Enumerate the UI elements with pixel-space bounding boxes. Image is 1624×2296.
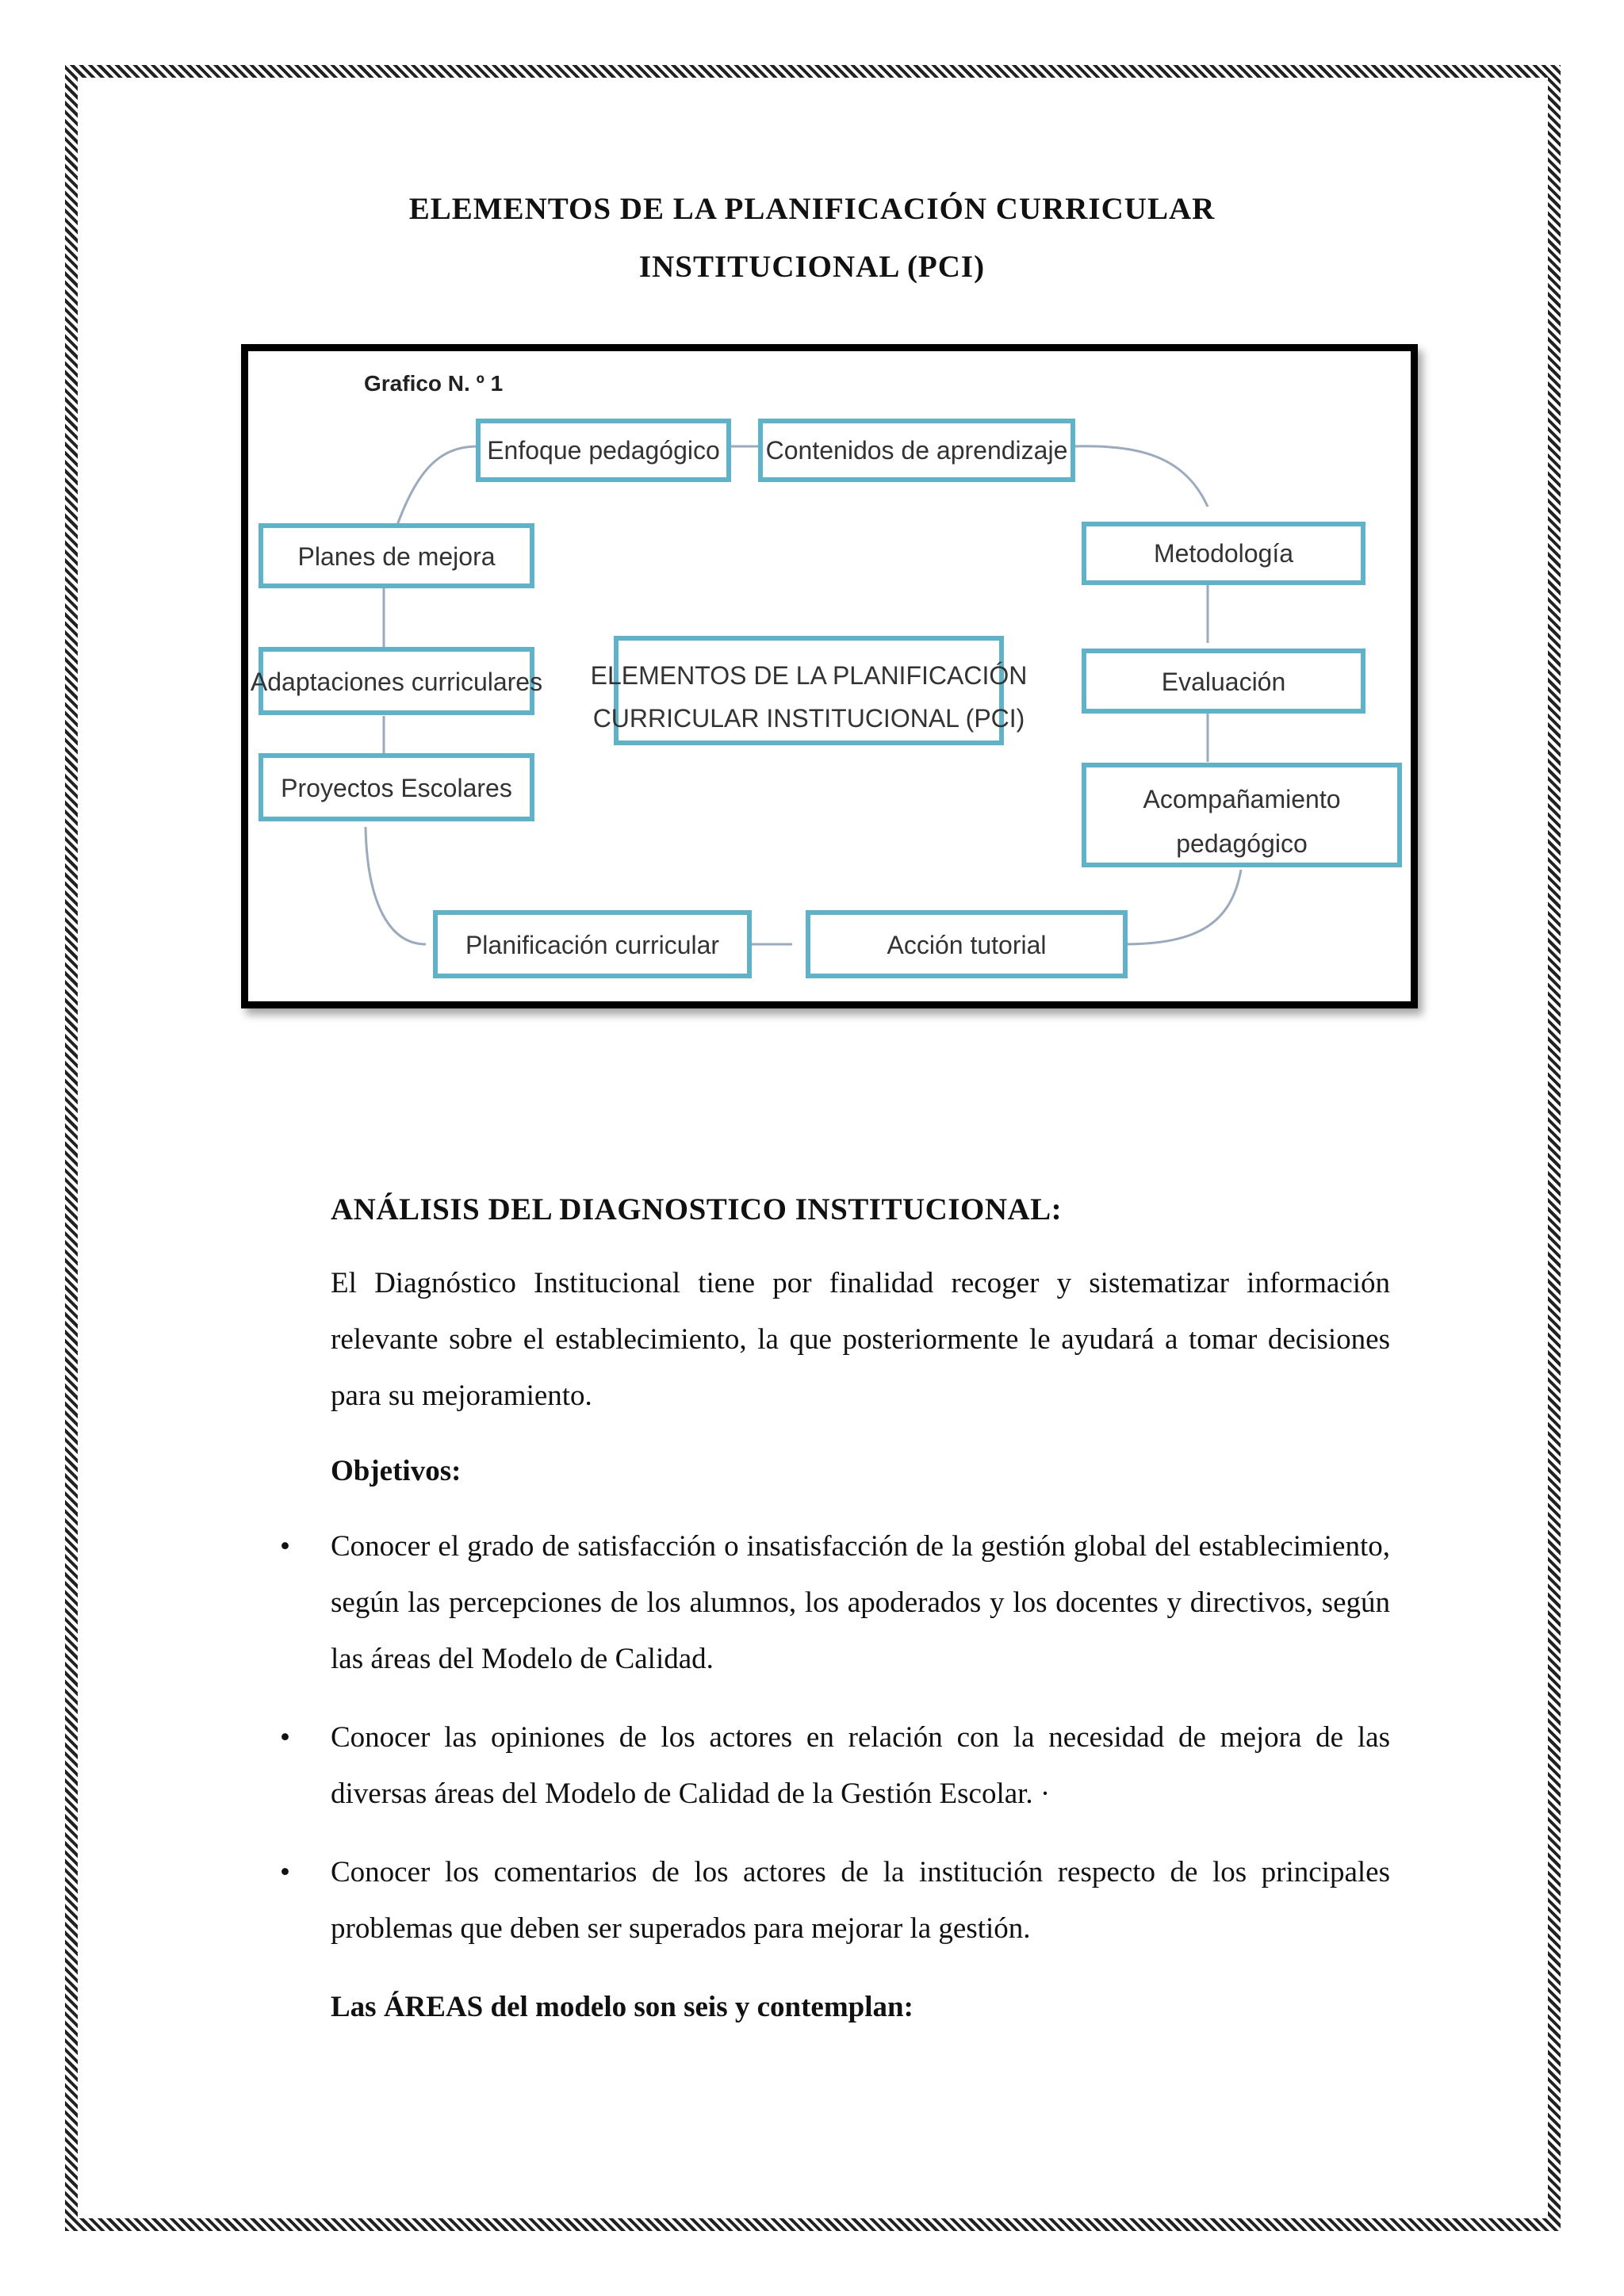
node-contenidos-de-aprendizaje: [760, 421, 1073, 480]
node-metodologia-label: Metodología: [1153, 539, 1294, 568]
node-proyectos-label: Proyectos Escolares: [281, 774, 512, 802]
objectives-label: Objetivos:: [331, 1455, 462, 1487]
pci-elements-figure: [241, 344, 1418, 1008]
node-adaptaciones-curriculares: [251, 649, 542, 713]
node-evaluacion-label: Evaluación: [1161, 668, 1286, 696]
pci-elements-diagram: [248, 351, 1411, 1001]
node-enfoque-label: Enfoque pedagógico: [487, 436, 720, 465]
list-item: [280, 1709, 1390, 1822]
objective-text: Conocer las opiniones de los actores en relación con la necesidad de mejora de las diversas áreas del Modelo de Calidad de la Gestión Escolar. ·: [331, 1721, 1390, 1810]
areas-label: Las ÁREAS del modelo son seis y contemplan:: [331, 1991, 914, 2023]
connector-contenidos-metodologia: [1073, 446, 1208, 507]
center-label-line-1: ELEMENTOS DE LA PLANIFICACIÓN: [590, 661, 1028, 690]
node-planificacion-curricular: [435, 913, 749, 976]
node-evaluacion: [1084, 651, 1363, 711]
connector-proyectos-planificacion: [366, 827, 426, 944]
node-planificacion-label: Planificación curricular: [465, 931, 720, 959]
node-contenidos-label: Contenidos de aprendizaje: [765, 436, 1068, 465]
figure-label: Grafico N. º 1: [364, 371, 504, 396]
analysis-section: [280, 1181, 1390, 2054]
node-accion-tutorial: [808, 913, 1125, 976]
node-center-pci: [591, 638, 1028, 743]
objective-text: Conocer el grado de satisfacción o insatisfacción de la gestión global del establecimiento, según las percepciones de los alumnos, los apoderados y los docentes y directivos, según las áreas del Modelo de Calidad.: [331, 1530, 1390, 1675]
node-acompanamiento-label-1: Acompañamiento: [1143, 785, 1341, 813]
bullet-icon: •: [280, 1856, 290, 1888]
objectives-list: [280, 1518, 1390, 1957]
analysis-intro-paragraph: El Diagnóstico Institucional tiene por finalidad recoger y sistematizar información relevante sobre el establecimiento, la que posteriormente le ayudará a tomar decisiones para su mejoramiento.: [331, 1267, 1390, 1412]
node-planes-label: Planes de mejora: [297, 542, 496, 571]
list-item: [280, 1518, 1390, 1687]
list-item: [280, 1844, 1390, 1957]
node-acompanamiento-pedagogico: [1084, 765, 1400, 865]
node-metodologia: [1084, 524, 1363, 583]
node-adaptaciones-label: Adaptaciones curriculares: [250, 668, 543, 696]
bullet-icon: •: [280, 1721, 290, 1754]
node-proyectos-escolares: [261, 756, 532, 819]
center-label-line-2: CURRICULAR INSTITUCIONAL (PCI): [592, 704, 1025, 733]
node-enfoque-pedagogico: [478, 421, 729, 480]
document-title-line-2: INSTITUCIONAL (PCI): [638, 250, 986, 284]
document-title-line-1: ELEMENTOS DE LA PLANIFICACIÓN CURRICULAR: [408, 192, 1216, 226]
connector-acompanamiento-accion: [1124, 870, 1241, 944]
node-planes-de-mejora: [261, 526, 532, 586]
objective-text: Conocer los comentarios de los actores de la institución respecto de los principales problemas que deben ser superados para mejorar la gestión.: [331, 1856, 1390, 1945]
analysis-heading: ANÁLISIS DEL DIAGNOSTICO INSTITUCIONAL:: [331, 1192, 1063, 1226]
bullet-icon: •: [280, 1530, 290, 1563]
node-accion-label: Acción tutorial: [887, 931, 1047, 959]
node-acompanamiento-label-2: pedagógico: [1176, 829, 1308, 858]
